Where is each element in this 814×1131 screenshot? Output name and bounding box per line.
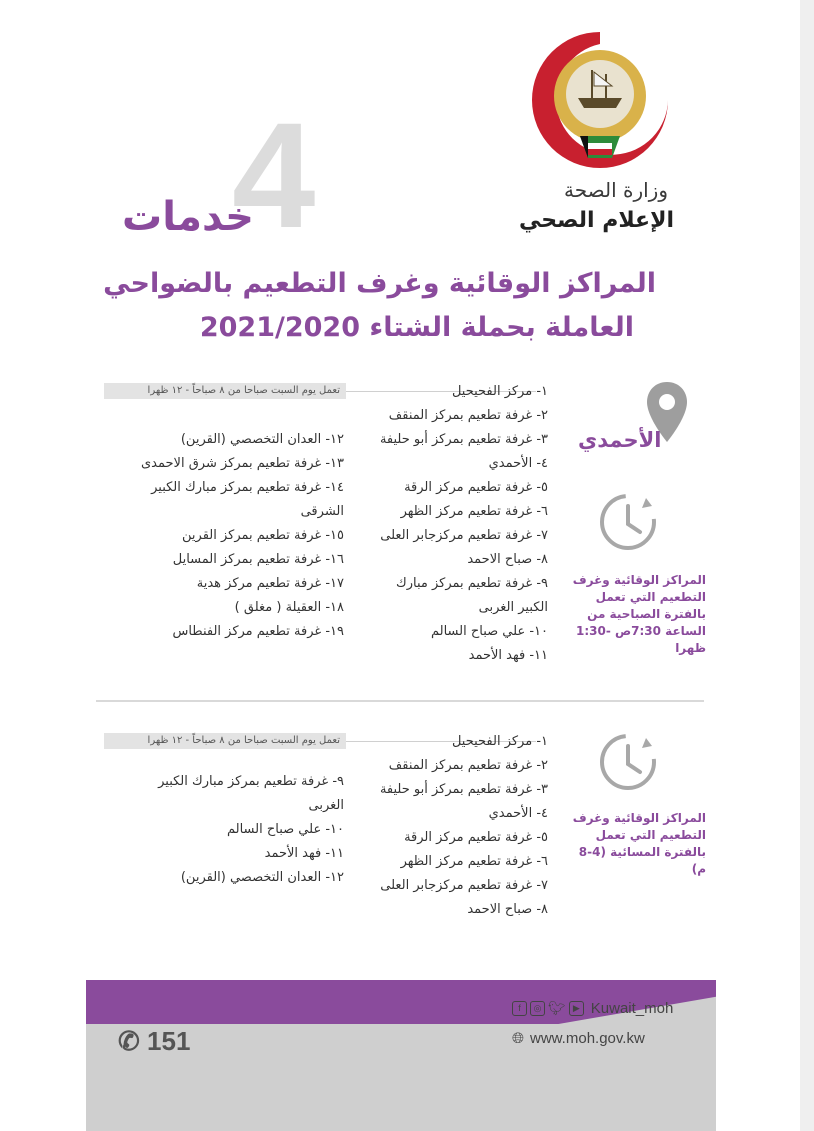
list-item: ٢- غرفة تطعيم بمركز المنقف: [388, 758, 548, 773]
evening-period-note: المراكز الوقائية وغرف التطعيم التي تعمل بالفترة المسائية (4-8 م): [572, 811, 706, 876]
list-item: ٩- غرفة تطعيم بمركز مبارك الكبير: [158, 774, 344, 789]
list-item: ١٨- العقيلة ( مغلق ): [234, 600, 344, 615]
clock-icon: [596, 730, 660, 794]
list-item: ١٣- غرفة تطعيم بمركز شرق الاحمدى: [140, 456, 344, 471]
list-item: ١٥- غرفة تطعيم بمركز القرين: [182, 528, 344, 543]
list-item: ٧- غرفة تطعيم مركزجابر العلى: [380, 878, 548, 893]
youtube-icon[interactable]: ▶: [569, 1001, 584, 1016]
hotline-label: 151: [147, 1026, 191, 1056]
list-item: ١١- فهد الأحمد: [264, 846, 344, 861]
list-item: ١٦- غرفة تطعيم بمركز المسايل: [172, 552, 344, 567]
instagram-icon[interactable]: ◎: [530, 1001, 545, 1016]
page-edge: [800, 0, 814, 1131]
social-handle[interactable]: Kuwait_moh: [590, 1000, 674, 1017]
list-item: ١٩- غرفة تطعيم مركز الفنطاس: [172, 624, 344, 639]
list-item: ١٧- غرفة تطعيم مركز هدية: [196, 576, 344, 591]
page-title-line1: المراكز الوقائية وغرف التطعيم بالضواحي: [103, 268, 656, 299]
evening-list-left: [94, 770, 344, 890]
globe-icon: 🌐︎: [512, 1030, 525, 1047]
list-item: ٣- غرفة تطعيم بمركز أبو حليفة: [379, 782, 548, 797]
hotline-number: [118, 1026, 190, 1057]
list-item: ٦- غرفة تطعيم مركز الظهر: [400, 504, 548, 519]
list-item: ٢- غرفة تطعيم بمركز المنقف: [388, 408, 548, 423]
ministry-logo: [522, 26, 678, 176]
list-item: ١٤- غرفة تطعيم بمركز مبارك الكبير: [151, 480, 344, 495]
morning-period-note: المراكز الوقائية وغرف التطعيم التي تعمل بالفترة الصباحية من الساعة 7:30ص -1:30 ظهرا: [572, 573, 706, 655]
list-item: ٥- غرفة تطعيم مركز الرقة: [404, 830, 548, 845]
list-item: الشرقى: [300, 504, 344, 519]
social-links: [512, 1000, 673, 1017]
clock-icon: [596, 490, 660, 554]
saturday-hours-bar: تعمل يوم السبت صباحا من ٨ صباحاً - ١٢ ظهرا: [104, 733, 346, 749]
services-label: خدمات: [122, 194, 254, 240]
list-item: ١٠- علي صباح السالم: [226, 822, 344, 837]
facebook-icon[interactable]: f: [512, 1001, 527, 1016]
ministry-name: وزارة الصحة: [564, 178, 668, 202]
morning-list-right: [348, 380, 548, 668]
twitter-icon[interactable]: 🐦︎: [548, 1000, 566, 1016]
website-url[interactable]: www.moh.gov.kw: [530, 1030, 645, 1047]
list-item: ١- مركز الفحيحيل: [451, 734, 548, 749]
list-item: ٣- غرفة تطعيم بمركز أبو حليفة: [379, 432, 548, 447]
list-item: ٩- غرفة تطعيم بمركز مبارك: [396, 576, 548, 591]
list-item: ١٢- العدان التخصصي (القرين): [180, 432, 344, 447]
list-item: ٧- غرفة تطعيم مركزجابر العلى: [380, 528, 548, 543]
saturday-hours-bar: تعمل يوم السبت صباحا من ٨ صباحاً - ١٢ ظهرا: [104, 383, 346, 399]
list-item: ٦- غرفة تطعيم مركز الظهر: [400, 854, 548, 869]
list-item: ٨- صباح الاحمد: [467, 902, 548, 917]
list-item: ٥- غرفة تطعيم مركز الرقة: [404, 480, 548, 495]
morning-list-left: [94, 428, 344, 644]
list-item: الغربى: [308, 798, 344, 813]
list-item: ٤- الأحمدي: [488, 806, 548, 821]
list-item: ١١- فهد الأحمد: [468, 648, 548, 663]
phone-icon: ✆: [118, 1026, 140, 1056]
department-name: الإعلام الصحي: [518, 208, 674, 233]
page-title-line2: العاملة بحملة الشتاء 2021/2020: [199, 312, 634, 343]
service-number: 4: [232, 91, 316, 259]
list-item: ١- مركز الفحيحيل: [451, 384, 548, 399]
section-divider: [96, 700, 704, 702]
list-item: ١٠- علي صباح السالم: [430, 624, 548, 639]
list-item: ٤- الأحمدي: [488, 456, 548, 471]
list-item: ٨- صباح الاحمد: [467, 552, 548, 567]
list-item: الكبير الغربى: [478, 600, 548, 615]
list-item: ١٢- العدان التخصصي (القرين): [180, 870, 344, 885]
website-link: [512, 1030, 645, 1047]
region-name: الأحمدي: [578, 428, 662, 452]
evening-list-right: [348, 730, 548, 922]
